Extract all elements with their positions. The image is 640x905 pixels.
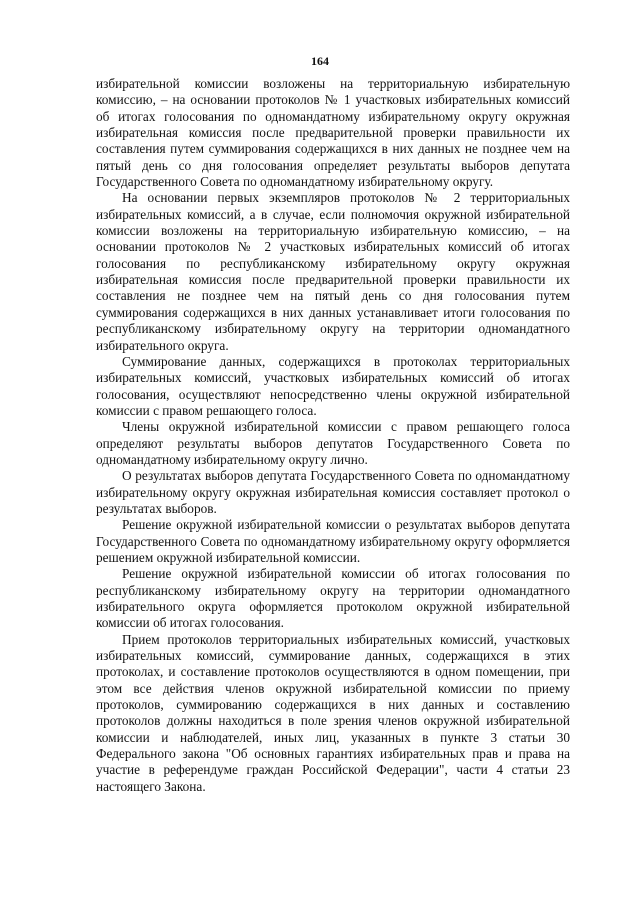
paragraph-7: Решение окружной избирательной комиссии об итогах голосования по республиканскому избирательному округу на территории одномандатного избирательного округа оформляется протоколом окружной избирательной комиссии об итогах голосования. xyxy=(96,566,570,631)
paragraph-8: Прием протоколов территориальных избирательных комиссий, участковых избирательных комиссий, суммирование данных, содержащихся в этих протоколах, и составление протоколов осуществляются в одном помещении, при этом все действия членов окружной избирательной комиссии по приему протоколов, суммированию содержащихся в них данных и составлению протоколов должны находиться в поле зрения членов окружной избирательной комиссии и наблюдателей, иных лиц, указанных в пункте 3 статьи 30 Федерального закона "Об основных гарантиях избирательных прав и права на участие в референдуме граждан Российской Федерации", части 4 статьи 23 настоящего Закона. xyxy=(96,631,570,794)
paragraph-2: На основании первых экземпляров протоколов № 2 территориальных избирательных комиссий, а в случае, если полномочия окружной избирательной комиссии возложены на территориальную избирательную комиссию, – на основании протоколов № 2 участковых избирательных комиссий об итогах голосования по республиканскому избирательному округу окружная избирательная комиссия после предварительной проверки правильности их составления не позднее чем на пятый день со дня голосования путем суммирования содержащихся в них данных устанавливает итоги голосования по республиканскому избирательному округу на территории одномандатного избирательного округа. xyxy=(96,190,570,353)
paragraph-1: избирательной комиссии возложены на территориальную избирательную комиссию, – на основании протоколов № 1 участковых избирательных комиссий об итогах голосования по одномандатному избирательному округу окружная избирательная комиссия после предварительной проверки правильности их составления путем суммирования содержащихся в них данных не позднее чем на пятый день со дня голосования определяет результаты выборов депутата Государственного Совета по одномандатному избирательному округу. xyxy=(96,76,570,190)
paragraph-3: Суммирование данных, содержащихся в протоколах территориальных избирательных комиссий, участковых избирательных комиссий об итогах голосования, осуществляют непосредственно члены окружной избирательной комиссии с правом решающего голоса. xyxy=(96,353,570,418)
paragraph-4: Члены окружной избирательной комиссии с правом решающего голоса определяют результаты выборов депутатов Государственного Совета по одномандатному избирательному округу лично. xyxy=(96,419,570,467)
page-number: 164 xyxy=(311,54,329,68)
paragraph-6: Решение окружной избирательной комиссии о результатах выборов депутата Государственного Совета по одномандатному избирательному округу оформляется решением окружной избирательной комиссии. xyxy=(96,517,570,565)
document-body xyxy=(96,76,570,795)
paragraph-5: О результатах выборов депутата Государственного Совета по одномандатному избирательному округу окружная избирательная комиссия составляет протокол о результатах выборов. xyxy=(96,468,570,516)
